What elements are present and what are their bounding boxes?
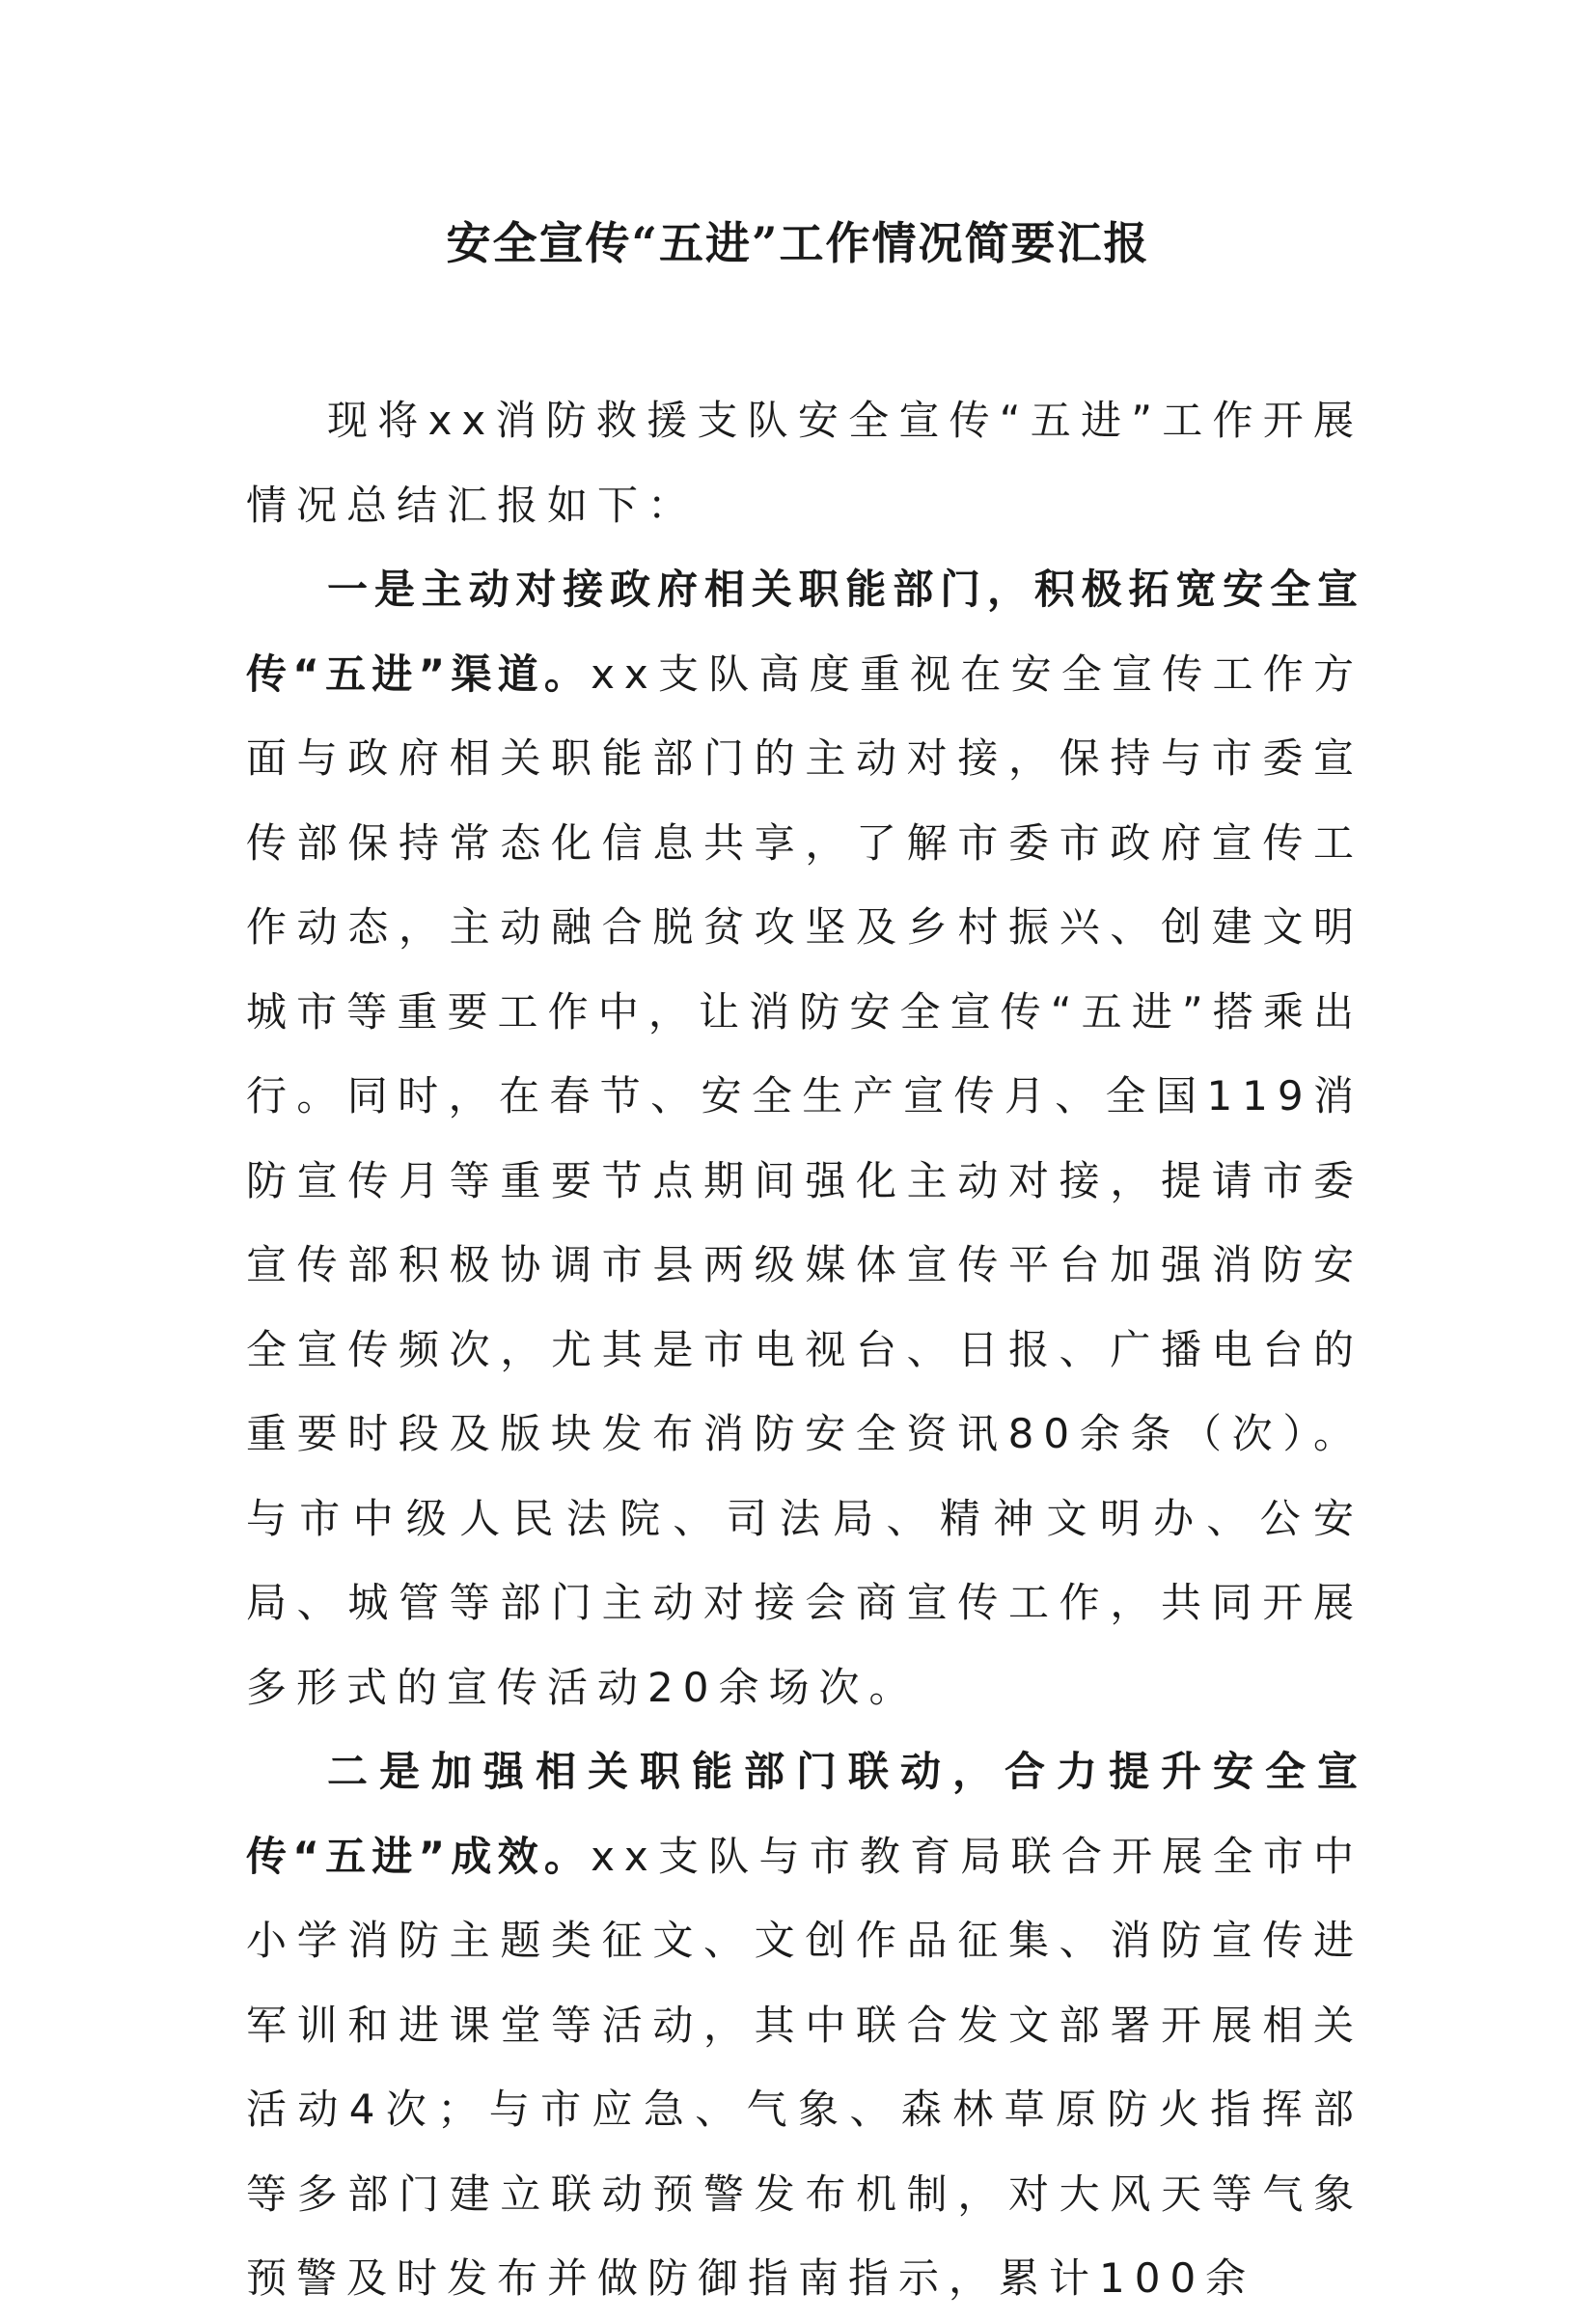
document-title: 安全宣传“五进”工作情况简要汇报 — [446, 217, 1150, 269]
document-body — [246, 378, 1363, 2321]
paragraph-section-2 — [246, 1729, 1363, 2321]
section-2-text: xx支队与市教育局联合开展全市中小学消防主题类征文、文创作品征集、消防宣传进军训和进课堂等活动，其中联合发文部署开展相关活动4次；与市应急、气象、森林草原防火指挥部等多部门建立联动预警发布机制，对大风天等气象预警及时发布并做防御指南指示，累计100余 — [246, 1832, 1363, 2302]
paragraph-section-1 — [246, 547, 1363, 1729]
section-1-heading: 一是主动对接政府相关职能部门，积极拓宽安全宣传“五进”渠道。 — [246, 566, 1363, 698]
section-2-heading: 二是加强相关职能部门联动，合力提升安全宣传“五进”成效。 — [246, 1748, 1363, 1880]
paragraph-intro — [246, 378, 1363, 547]
section-1-text: xx支队高度重视在安全宣传工作方面与政府相关职能部门的主动对接，保持与市委宣传部保持常态化信息共享，了解市委市政府宣传工作动态，主动融合脱贫攻坚及乡村振兴、创建文明城市等重要工作中，让消防安全宣传“五进”搭乘出行。同时，在春节、安全生产宣传月、全国119消防宣传月等重要节点期间强化主动对接，提请市委宣传部积极协调市县两级媒体宣传平台加强消防安全宣传频次，尤其是市电视台、日报、广播电台的重要时段及版块发布消防安全资讯80余条（次）。与市中级人民法院、司法局、精神文明办、公安局、城管等部门主动对接会商宣传工作，共同开展多形式的宣传活动20余场次。 — [246, 649, 1363, 1711]
paragraph-intro-text: 现将xx消防救援支队安全宣传“五进”工作开展情况总结汇报如下： — [246, 397, 1363, 529]
